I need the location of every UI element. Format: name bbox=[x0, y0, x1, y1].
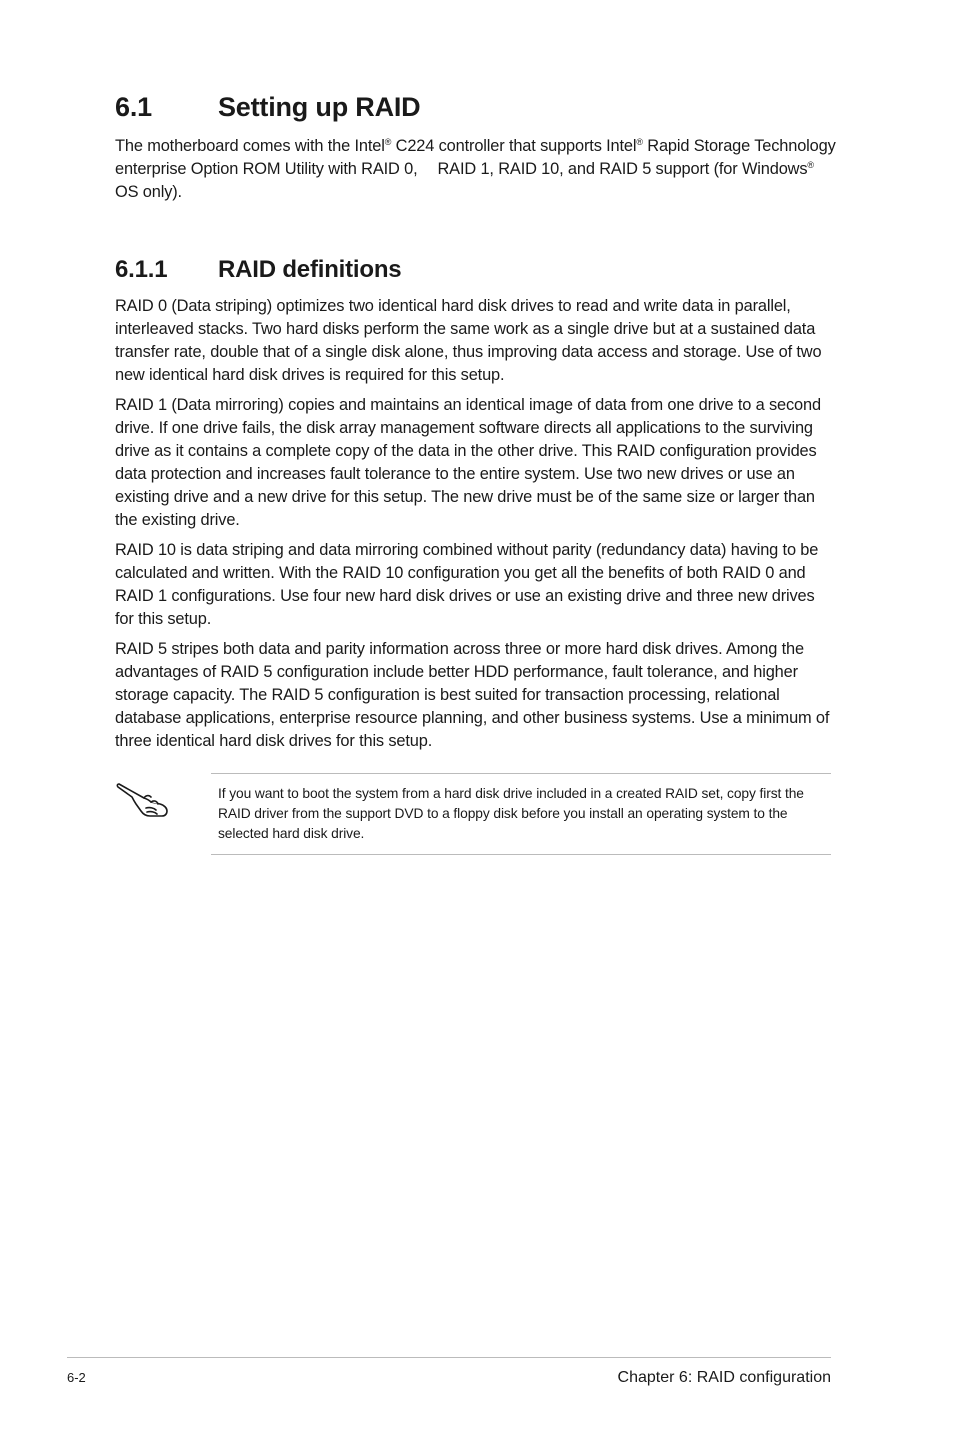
intro-text-4: RAID 1, RAID 10, and RAID 5 support (for Windows bbox=[437, 160, 808, 178]
pointing-hand-icon bbox=[116, 778, 174, 822]
note-text: If you want to boot the system from a hard disk drive included in a created RAID set, copy first the RAID driver from the support DVD to a floppy disk before you install an operating system to the selected hard disk drive. bbox=[218, 786, 804, 841]
note-box bbox=[211, 773, 831, 855]
subsection-title: RAID definitions bbox=[218, 256, 402, 283]
section-number: 6.1 bbox=[115, 92, 152, 122]
intro-paragraph bbox=[115, 135, 837, 204]
chapter-label: Chapter 6: RAID configuration bbox=[617, 1369, 831, 1386]
section-heading bbox=[115, 92, 420, 123]
subsection-heading bbox=[115, 256, 401, 284]
intro-text-3: Rapid Storage Technology enterprise Option ROM Utility with RAID 0, bbox=[115, 137, 836, 178]
intro-text-2: C224 controller that supports Intel bbox=[391, 137, 637, 155]
raid5-paragraph: RAID 5 stripes both data and parity information across three or more hard disk drives. Among the advantages of RAID 5 configuration include better HDD performance, fault tolerance, and higher storage capacity. The RAID 5 configuration is best suited for transaction processing, relational database applications, enterprise resource planning, and other business systems. Use a minimum of three identical hard disk drives for this setup. bbox=[115, 640, 830, 750]
registered-mark: ® bbox=[384, 137, 392, 147]
intro-text-1: The motherboard comes with the Intel bbox=[115, 137, 385, 155]
registered-mark: ® bbox=[636, 137, 643, 147]
raid1-paragraph: RAID 1 (Data mirroring) copies and maintains an identical image of data from one drive to a second drive. If one drive fails, the disk array management software directs all applications to the surviving drive as it contains a complete copy of the data in the other drive. This RAID configuration provides data protection and increases fault tolerance to the entire system. Use two new drives or use an existing drive and a new drive for this setup. The new drive must be of the same size or larger than the existing drive. bbox=[115, 396, 821, 529]
registered-mark: ® bbox=[807, 160, 814, 170]
raid10-paragraph: RAID 10 is data striping and data mirroring combined without parity (redundancy data) having to be calculated and written. With the RAID 10 configuration you get all the benefits of both RAID 0 and RAID 1 configurations. Use four new hard disk drives or use an existing drive and three new drives for this setup. bbox=[115, 541, 819, 628]
subsection-number: 6.1.1 bbox=[115, 256, 168, 283]
intro-text-5: OS only). bbox=[115, 183, 182, 201]
section-title: Setting up RAID bbox=[218, 92, 421, 122]
footer-divider bbox=[67, 1357, 831, 1358]
raid0-paragraph: RAID 0 (Data striping) optimizes two identical hard disk drives to read and write data in parallel, interleaved stacks. Two hard disks perform the same work as a single drive but at a sustained data transfer rate, double that of a single disk alone, thus improving data access and storage. Use of two new identical hard disk drives is required for this setup. bbox=[115, 297, 822, 384]
page-number: 6-2 bbox=[67, 1370, 86, 1385]
